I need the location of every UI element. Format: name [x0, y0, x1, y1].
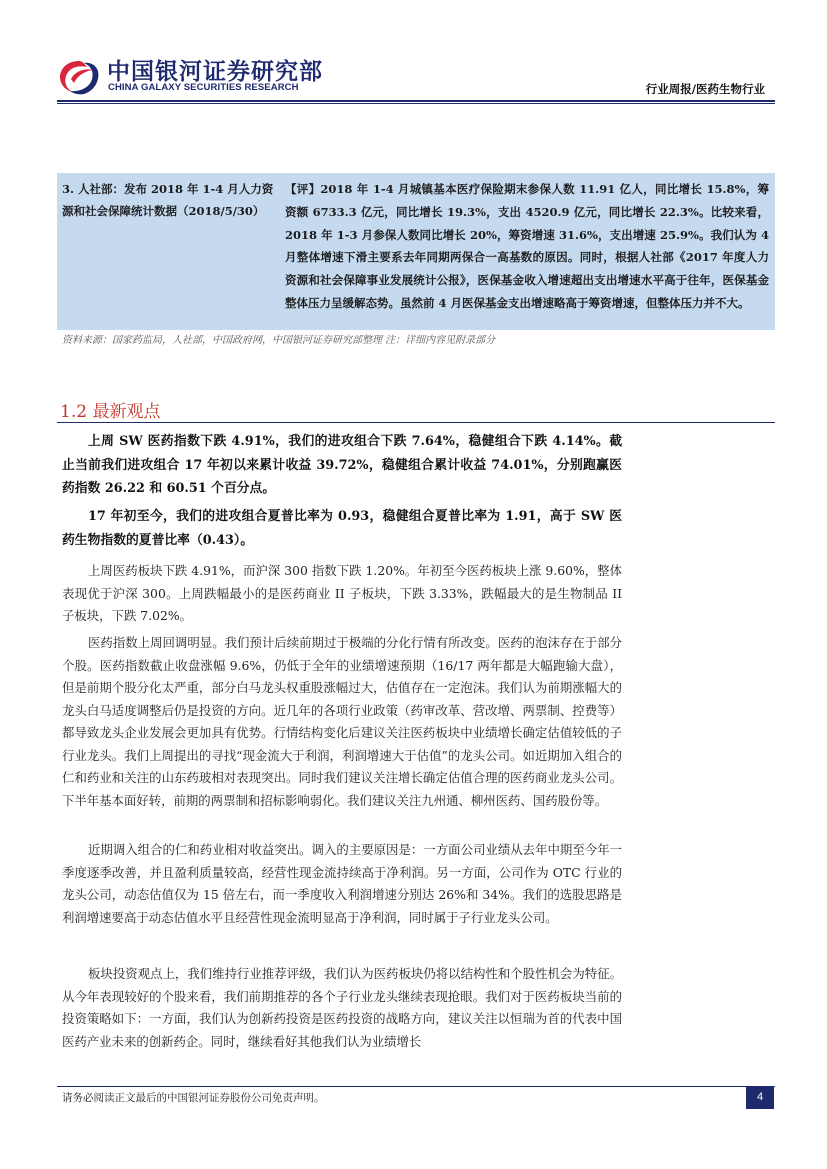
report-type: 行业周报/医药生物行业: [645, 82, 765, 96]
table-item-title: 3. 人社部：发布 2018 年 1-4 月人力资源和社会保障统计数据（2018/5/30）: [62, 182, 274, 218]
footer-divider: [57, 1086, 775, 1087]
source-note: 资料来源：国家药监局，人社部，中国政府网，中国银河证券研究部整理 注：详细内容见附录部分: [62, 335, 496, 346]
paragraph-portfolio: 近期调入组合的仁和药业相对收益突出。调入的主要原因是：一方面公司业绩从去年中期至今年一季度逐季改善，并且盈利质量较高，经营性现金流持续高于净利润。另一方面，公司作为 OTC 行业的龙头公司，动态估值仅为 15 倍左右，而一季度收入利润增速分别达 26%和 34%。我们的选股思路是利润增速要高于动态估值水平且经营性现金流明显高于净利润，同时属于子行业龙头公司。: [62, 842, 622, 925]
news-table: [57, 173, 775, 330]
company-name-cn: 中国银河证券研究部: [107, 59, 323, 85]
paragraph-summary: 上周 SW 医药指数下跌 4.91%，我们的进攻组合下跌 7.64%，稳健组合下跌 4.14%。截止当前我们进攻组合 17 年初以来累计收益 39.72%，稳健组合累计收益 74.01%，分别跑赢医药指数 26.22 和 60.51 个百分点。: [62, 434, 622, 496]
page-number: 4: [746, 1086, 774, 1109]
company-name-en: CHINA GALAXY SECURITIES RESEARCH: [108, 82, 299, 93]
section-title: 1.2 最新观点: [60, 402, 161, 422]
footer-disclaimer: 请务必阅读正文最后的中国银河证券股份公司免责声明。: [62, 1092, 325, 1104]
paragraph-market: 上周医药板块下跌 4.91%，而沪深 300 指数下跌 1.20%。年初至今医药板块上涨 9.60%，整体表现优于沪深 300。上周跌幅最小的是医药商业 II 子板块，下跌 3.33%，跌幅最大的是生物制品 II 子板块，下跌 7.02%。: [62, 563, 622, 623]
section-divider: [57, 422, 775, 423]
table-item-comment: 【评】2018 年 1-4 月城镇基本医疗保险期末参保人数 11.91 亿人，同比增长 15.8%，筹资额 6733.3 亿元，同比增长 19.3%，支出 4520.9 亿元，同比增长 22.3%。比较来看，2018 年 1-3 月参保人数同比增长 20%，筹资增速 31.6%，支出增速 25.9%。我们认为 4 月整体增速下滑主要系去年同期两保合一高基数的原因。同时，根据人社部《2017 年度人力资源和社会保障事业发展统计公报》，医保基金收入增速超出支出增速水平高于往年，医保基金整体压力呈缓解态势。虽然前 4 月医保基金支出增速略高于筹资增速，但整体压力并不大。: [285, 182, 769, 310]
header-divider-thin: [57, 103, 775, 104]
paragraph-sharpe: 17 年初至今，我们的进攻组合夏普比率为 0.93，稳健组合夏普比率为 1.91，高于 SW 医药生物指数的夏普比率（0.43）。: [62, 509, 622, 548]
galaxy-logo-icon: [57, 57, 101, 97]
company-logo: [57, 55, 357, 105]
paragraph-strategy: 板块投资观点上，我们维持行业推荐评级，我们认为医药板块仍将以结构性和个股性机会为特征。从今年表现较好的个股来看，我们前期推荐的各个子行业龙头继续表现抢眼。我们对于医药板块当前的投资策略如下：一方面，我们认为创新药投资是医药投资的战略方向，建议关注以恒瑞为首的代表中国医药产业未来的创新药企。同时，继续看好其他我们认为业绩增长: [62, 966, 622, 1049]
header-divider: [57, 100, 775, 102]
paragraph-outlook: 医药指数上周回调明显。我们预计后续前期过于极端的分化行情有所改变。医药的泡沫存在于部分个股。医药指数截止收盘涨幅 9.6%，仍低于全年的业绩增速预期（16/17 两年都是大幅跑输大盘），但是前期个股分化太严重，部分白马龙头权重股涨幅过大，估值存在一定泡沫。我们认为前期涨幅大的龙头白马适度调整后仍是投资的方向。近几年的各项行业政策（药审改革、营改增、两票制、控费等）都导致龙头企业发展会更加具有优势。行情结构变化后建议关注医药板块中业绩增长确定估值较低的子行业龙头。我们上周提出的寻找“现金流大于利润，利润增速大于估值”的龙头公司。如近期加入组合的仁和药业和关注的山东药玻相对表现突出。同时我们建议关注增长确定估值合理的医药商业龙头公司。下半年基本面好转，前期的两票制和招标影响弱化。我们建议关注九州通、柳州医药、国药股份等。: [62, 635, 622, 808]
